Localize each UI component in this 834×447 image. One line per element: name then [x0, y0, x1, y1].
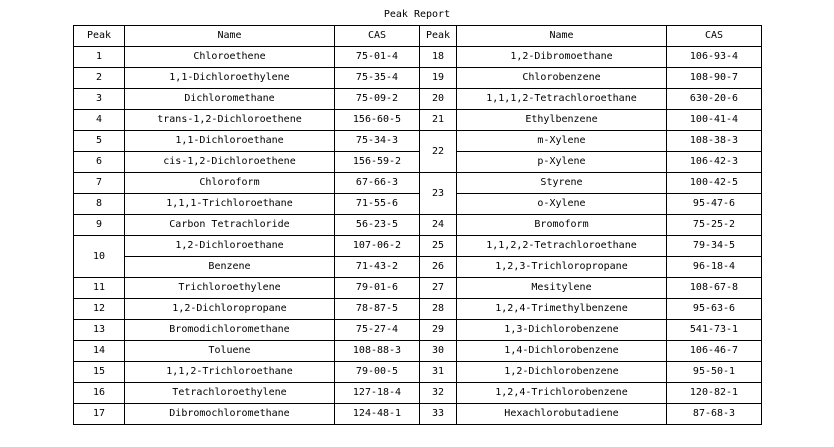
peak-cell: 14: [74, 341, 125, 362]
cas-cell: 108-88-3: [335, 341, 420, 362]
name-cell: Chlorobenzene: [457, 68, 667, 89]
cas-cell: 79-00-5: [335, 362, 420, 383]
name-cell: 1,1,2-Trichloroethane: [125, 362, 335, 383]
peak-cell: 32: [420, 383, 457, 404]
name-cell: Hexachlorobutadiene: [457, 404, 667, 425]
name-cell: 1,1-Dichloroethylene: [125, 68, 335, 89]
peak-cell: 15: [74, 362, 125, 383]
name-cell: 1,3-Dichlorobenzene: [457, 320, 667, 341]
name-cell: 1,2-Dibromoethane: [457, 47, 667, 68]
cas-cell: 108-90-7: [667, 68, 762, 89]
name-cell: Chloroethene: [125, 47, 335, 68]
name-cell: cis-1,2-Dichloroethene: [125, 152, 335, 173]
cas-cell: 56-23-5: [335, 215, 420, 236]
peak-cell: 6: [74, 152, 125, 173]
name-cell: 1,1,2,2-Tetrachloroethane: [457, 236, 667, 257]
name-cell: 1,4-Dichlorobenzene: [457, 341, 667, 362]
peak-table: [73, 25, 762, 425]
cas-cell: 87-68-3: [667, 404, 762, 425]
cas-cell: 127-18-4: [335, 383, 420, 404]
peak-cell: 11: [74, 278, 125, 299]
header-name-right: Name: [457, 26, 667, 47]
name-cell: 1,2-Dichloropropane: [125, 299, 335, 320]
peak-cell: 20: [420, 89, 457, 110]
cas-cell: 67-66-3: [335, 173, 420, 194]
name-cell: 1,1-Dichloroethane: [125, 131, 335, 152]
cas-cell: 108-67-8: [667, 278, 762, 299]
cas-cell: 71-43-2: [335, 257, 420, 278]
peak-cell: 7: [74, 173, 125, 194]
report-title: Peak Report: [383, 9, 451, 20]
name-cell: Dibromochloromethane: [125, 404, 335, 425]
name-cell: 1,2,4-Trimethylbenzene: [457, 299, 667, 320]
table-row: [74, 404, 762, 425]
cas-cell: 75-01-4: [335, 47, 420, 68]
header-peak-left: Peak: [74, 26, 125, 47]
table-row: [74, 89, 762, 110]
peak-cell: 2: [74, 68, 125, 89]
cas-cell: 107-06-2: [335, 236, 420, 257]
peak-cell: 31: [420, 362, 457, 383]
peak-cell: 30: [420, 341, 457, 362]
table-row: [74, 131, 762, 152]
name-cell: 1,2,3-Trichloropropane: [457, 257, 667, 278]
header-cas-left: CAS: [335, 26, 420, 47]
name-cell: Mesitylene: [457, 278, 667, 299]
table-row: [74, 341, 762, 362]
table-row: [74, 236, 762, 257]
name-cell: Ethylbenzene: [457, 110, 667, 131]
name-cell: Bromodichloromethane: [125, 320, 335, 341]
cas-cell: 106-46-7: [667, 341, 762, 362]
name-cell: Styrene: [457, 173, 667, 194]
peak-cell: 1: [74, 47, 125, 68]
table-row: [74, 47, 762, 68]
cas-cell: 630-20-6: [667, 89, 762, 110]
cas-cell: 79-34-5: [667, 236, 762, 257]
cas-cell: 120-82-1: [667, 383, 762, 404]
peak-cell: 19: [420, 68, 457, 89]
table-row: [74, 173, 762, 194]
name-cell: Dichloromethane: [125, 89, 335, 110]
cas-cell: 95-47-6: [667, 194, 762, 215]
table-row: [74, 257, 762, 278]
name-cell: trans-1,2-Dichloroethene: [125, 110, 335, 131]
name-cell: Toluene: [125, 341, 335, 362]
name-cell: m-Xylene: [457, 131, 667, 152]
cas-cell: 75-09-2: [335, 89, 420, 110]
cas-cell: 78-87-5: [335, 299, 420, 320]
cas-cell: 75-27-4: [335, 320, 420, 341]
header-cas-right: CAS: [667, 26, 762, 47]
cas-cell: 106-93-4: [667, 47, 762, 68]
cas-cell: 100-41-4: [667, 110, 762, 131]
cas-cell: 541-73-1: [667, 320, 762, 341]
peak-cell: 33: [420, 404, 457, 425]
cas-cell: 156-60-5: [335, 110, 420, 131]
name-cell: 1,1,1-Trichloroethane: [125, 194, 335, 215]
peak-cell: 16: [74, 383, 125, 404]
name-cell: Tetrachloroethylene: [125, 383, 335, 404]
name-cell: 1,2-Dichlorobenzene: [457, 362, 667, 383]
cas-cell: 156-59-2: [335, 152, 420, 173]
cas-cell: 75-35-4: [335, 68, 420, 89]
peak-cell: 27: [420, 278, 457, 299]
peak-cell: 8: [74, 194, 125, 215]
header-name-left: Name: [125, 26, 335, 47]
peak-cell: 23: [420, 173, 457, 215]
table-row: [74, 215, 762, 236]
cas-cell: 79-01-6: [335, 278, 420, 299]
peak-cell: 25: [420, 236, 457, 257]
table-row: [74, 299, 762, 320]
peak-cell: 28: [420, 299, 457, 320]
cas-cell: 75-34-3: [335, 131, 420, 152]
table-row: [74, 110, 762, 131]
cas-cell: 100-42-5: [667, 173, 762, 194]
cas-cell: 71-55-6: [335, 194, 420, 215]
name-cell: 1,2,4-Trichlorobenzene: [457, 383, 667, 404]
name-cell: p-Xylene: [457, 152, 667, 173]
cas-cell: 124-48-1: [335, 404, 420, 425]
cas-cell: 96-18-4: [667, 257, 762, 278]
peak-cell: 4: [74, 110, 125, 131]
peak-cell: 12: [74, 299, 125, 320]
name-cell: o-Xylene: [457, 194, 667, 215]
name-cell: Trichloroethylene: [125, 278, 335, 299]
cas-cell: 108-38-3: [667, 131, 762, 152]
table-row: [74, 362, 762, 383]
header-row: [74, 26, 762, 47]
name-cell: 1,2-Dichloroethane: [125, 236, 335, 257]
peak-cell: 29: [420, 320, 457, 341]
peak-cell: 9: [74, 215, 125, 236]
header-peak-right: Peak: [420, 26, 457, 47]
peak-cell: 21: [420, 110, 457, 131]
peak-cell: 24: [420, 215, 457, 236]
name-cell: Carbon Tetrachloride: [125, 215, 335, 236]
cas-cell: 106-42-3: [667, 152, 762, 173]
cas-cell: 95-63-6: [667, 299, 762, 320]
peak-cell: 3: [74, 89, 125, 110]
name-cell: Chloroform: [125, 173, 335, 194]
table-row: [74, 68, 762, 89]
name-cell: 1,1,1,2-Tetrachloroethane: [457, 89, 667, 110]
table-row: [74, 320, 762, 341]
cas-cell: 75-25-2: [667, 215, 762, 236]
cas-cell: 95-50-1: [667, 362, 762, 383]
table-row: [74, 194, 762, 215]
peak-cell: 5: [74, 131, 125, 152]
table-row: [74, 383, 762, 404]
peak-cell: 22: [420, 131, 457, 173]
peak-cell: 13: [74, 320, 125, 341]
name-cell: Benzene: [125, 257, 335, 278]
peak-cell: 10: [74, 236, 125, 278]
table-row: [74, 152, 762, 173]
peak-cell: 18: [420, 47, 457, 68]
table-row: [74, 278, 762, 299]
peak-cell: 17: [74, 404, 125, 425]
name-cell: Bromoform: [457, 215, 667, 236]
peak-cell: 26: [420, 257, 457, 278]
